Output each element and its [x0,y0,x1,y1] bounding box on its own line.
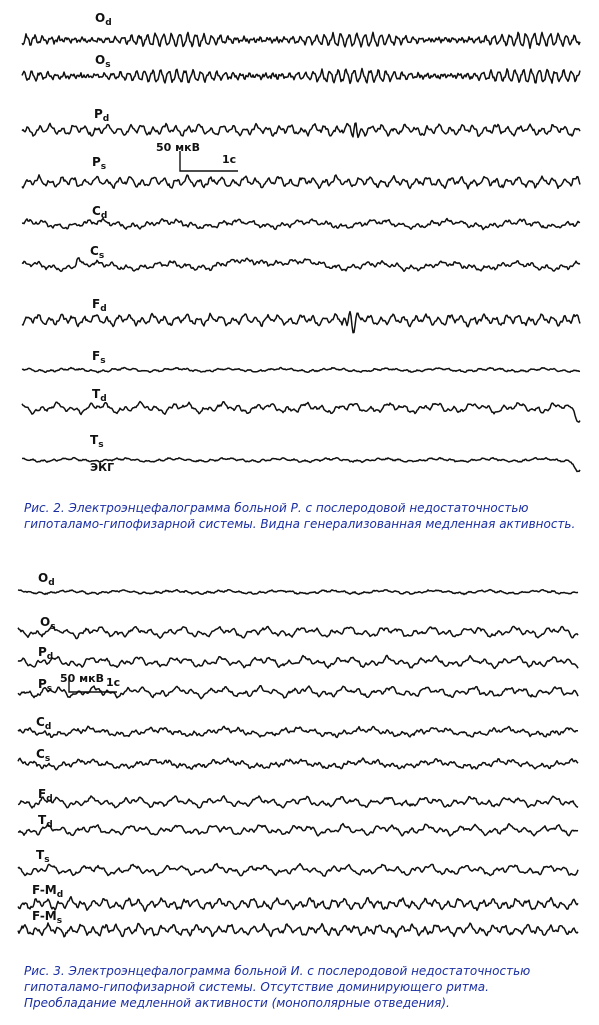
channel-label [38,678,52,695]
channel-label-main: C [90,244,99,258]
figure-2-caption: Рис. 2. Электроэнцефалограмма больной Р. с послеродовой недостаточностью гипоталамо-гипофизарной системы. Видна генерализованная медленная активность. [24,501,576,531]
eeg-trace [22,123,580,137]
channel-label-main: F [92,349,101,363]
channel-label-main: T [92,387,101,401]
channel-label-main: C [36,747,45,761]
eeg-trace [18,758,578,770]
channel-label-main: P [92,155,101,169]
channel-label-main: P [94,107,103,121]
channel-label-sub: s [98,251,105,261]
channel-label [32,884,63,901]
channel-label-sub: s [44,855,50,865]
channel-label-main: P [38,645,47,659]
channel-label-sub: s [50,622,56,632]
channel-label-sub: d [46,794,53,804]
channel-label [36,849,50,866]
channel-label [92,298,107,315]
eeg-trace [18,590,578,595]
figure-3-caption: Рис. 3. Электроэнцефалограмма больной И. с послеродовой недостаточностью гипоталамо-гипофизарной системы. Отсутствие доминирующего ритма. Преобладание медленной активности (монополярные отведения). [24,964,531,1010]
channel-label-sub: s [105,60,111,70]
eeg-trace [18,796,578,808]
channel-label-sub: s [56,916,63,926]
channel-label-main: T [90,433,99,447]
channel-label [90,434,104,451]
eeg-trace [18,824,578,836]
channel-label [40,616,56,633]
channel-label-main: F [92,297,101,311]
channel-label [92,205,107,222]
channel-label-sub: s [100,356,106,366]
channel-label-sub: d [100,394,107,404]
channel-label-sub: d [100,304,107,314]
figure-3-eeg [0,562,599,952]
eeg-trace [18,726,578,737]
channel-label-main: F-M [32,909,57,923]
scale-time-label: 1с [106,676,121,689]
channel-label-main: O [40,615,51,629]
channel-label-sub: s [44,754,51,764]
channel-label-sub: d [102,114,110,124]
channel-label [92,388,107,405]
eeg-trace [22,368,580,373]
channel-label [95,12,112,29]
channel-label-main: T [36,848,45,862]
eeg-trace [22,175,580,189]
channel-label-sub: d [105,18,112,28]
channel-label-sub: s [46,684,53,694]
channel-label-main: F-M [32,883,57,897]
scale-amplitude-label: 50 мкВ [60,672,104,685]
channel-label-sub: d [46,652,54,662]
channel-label [38,788,53,805]
channel-label [94,108,109,125]
channel-label-main: O [38,571,49,585]
channel-label [38,814,53,831]
channel-label-sub: d [100,211,108,221]
channel-label-sub: d [48,578,55,588]
channel-label [38,646,53,663]
channel-label [90,245,104,262]
figure-3-traces [0,562,599,952]
channel-label-main: C [92,204,101,218]
channel-label [95,54,111,71]
scale-time-label: 1с [222,153,237,166]
channel-label [92,156,106,173]
channel-label-main: O [95,11,106,25]
channel-label-sub: s [98,440,104,450]
channel-label [38,572,55,589]
channel-label-sub: d [44,722,52,732]
channel-label [32,910,62,927]
eeg-trace [18,923,578,937]
eeg-trace [18,897,578,912]
channel-label-main: C [36,715,45,729]
eeg-trace [18,655,578,668]
channel-label-main: T [38,813,47,827]
channel-label-main: O [95,53,106,67]
channel-label [92,350,106,367]
channel-label [36,716,51,733]
scale-amplitude-label: 50 мкВ [156,141,200,154]
eeg-trace [22,32,580,48]
channel-label [36,748,50,765]
channel-label-sub: s [100,162,107,172]
channel-label-sub: d [56,890,64,900]
eeg-trace [18,626,578,639]
channel-label-main: P [38,677,47,691]
ecg-label: ЭКГ [90,461,115,474]
eeg-trace [18,864,578,877]
channel-label-sub: d [46,820,53,830]
figure-2-eeg [0,0,599,490]
channel-label-main: F [38,787,47,801]
eeg-trace [22,258,580,272]
